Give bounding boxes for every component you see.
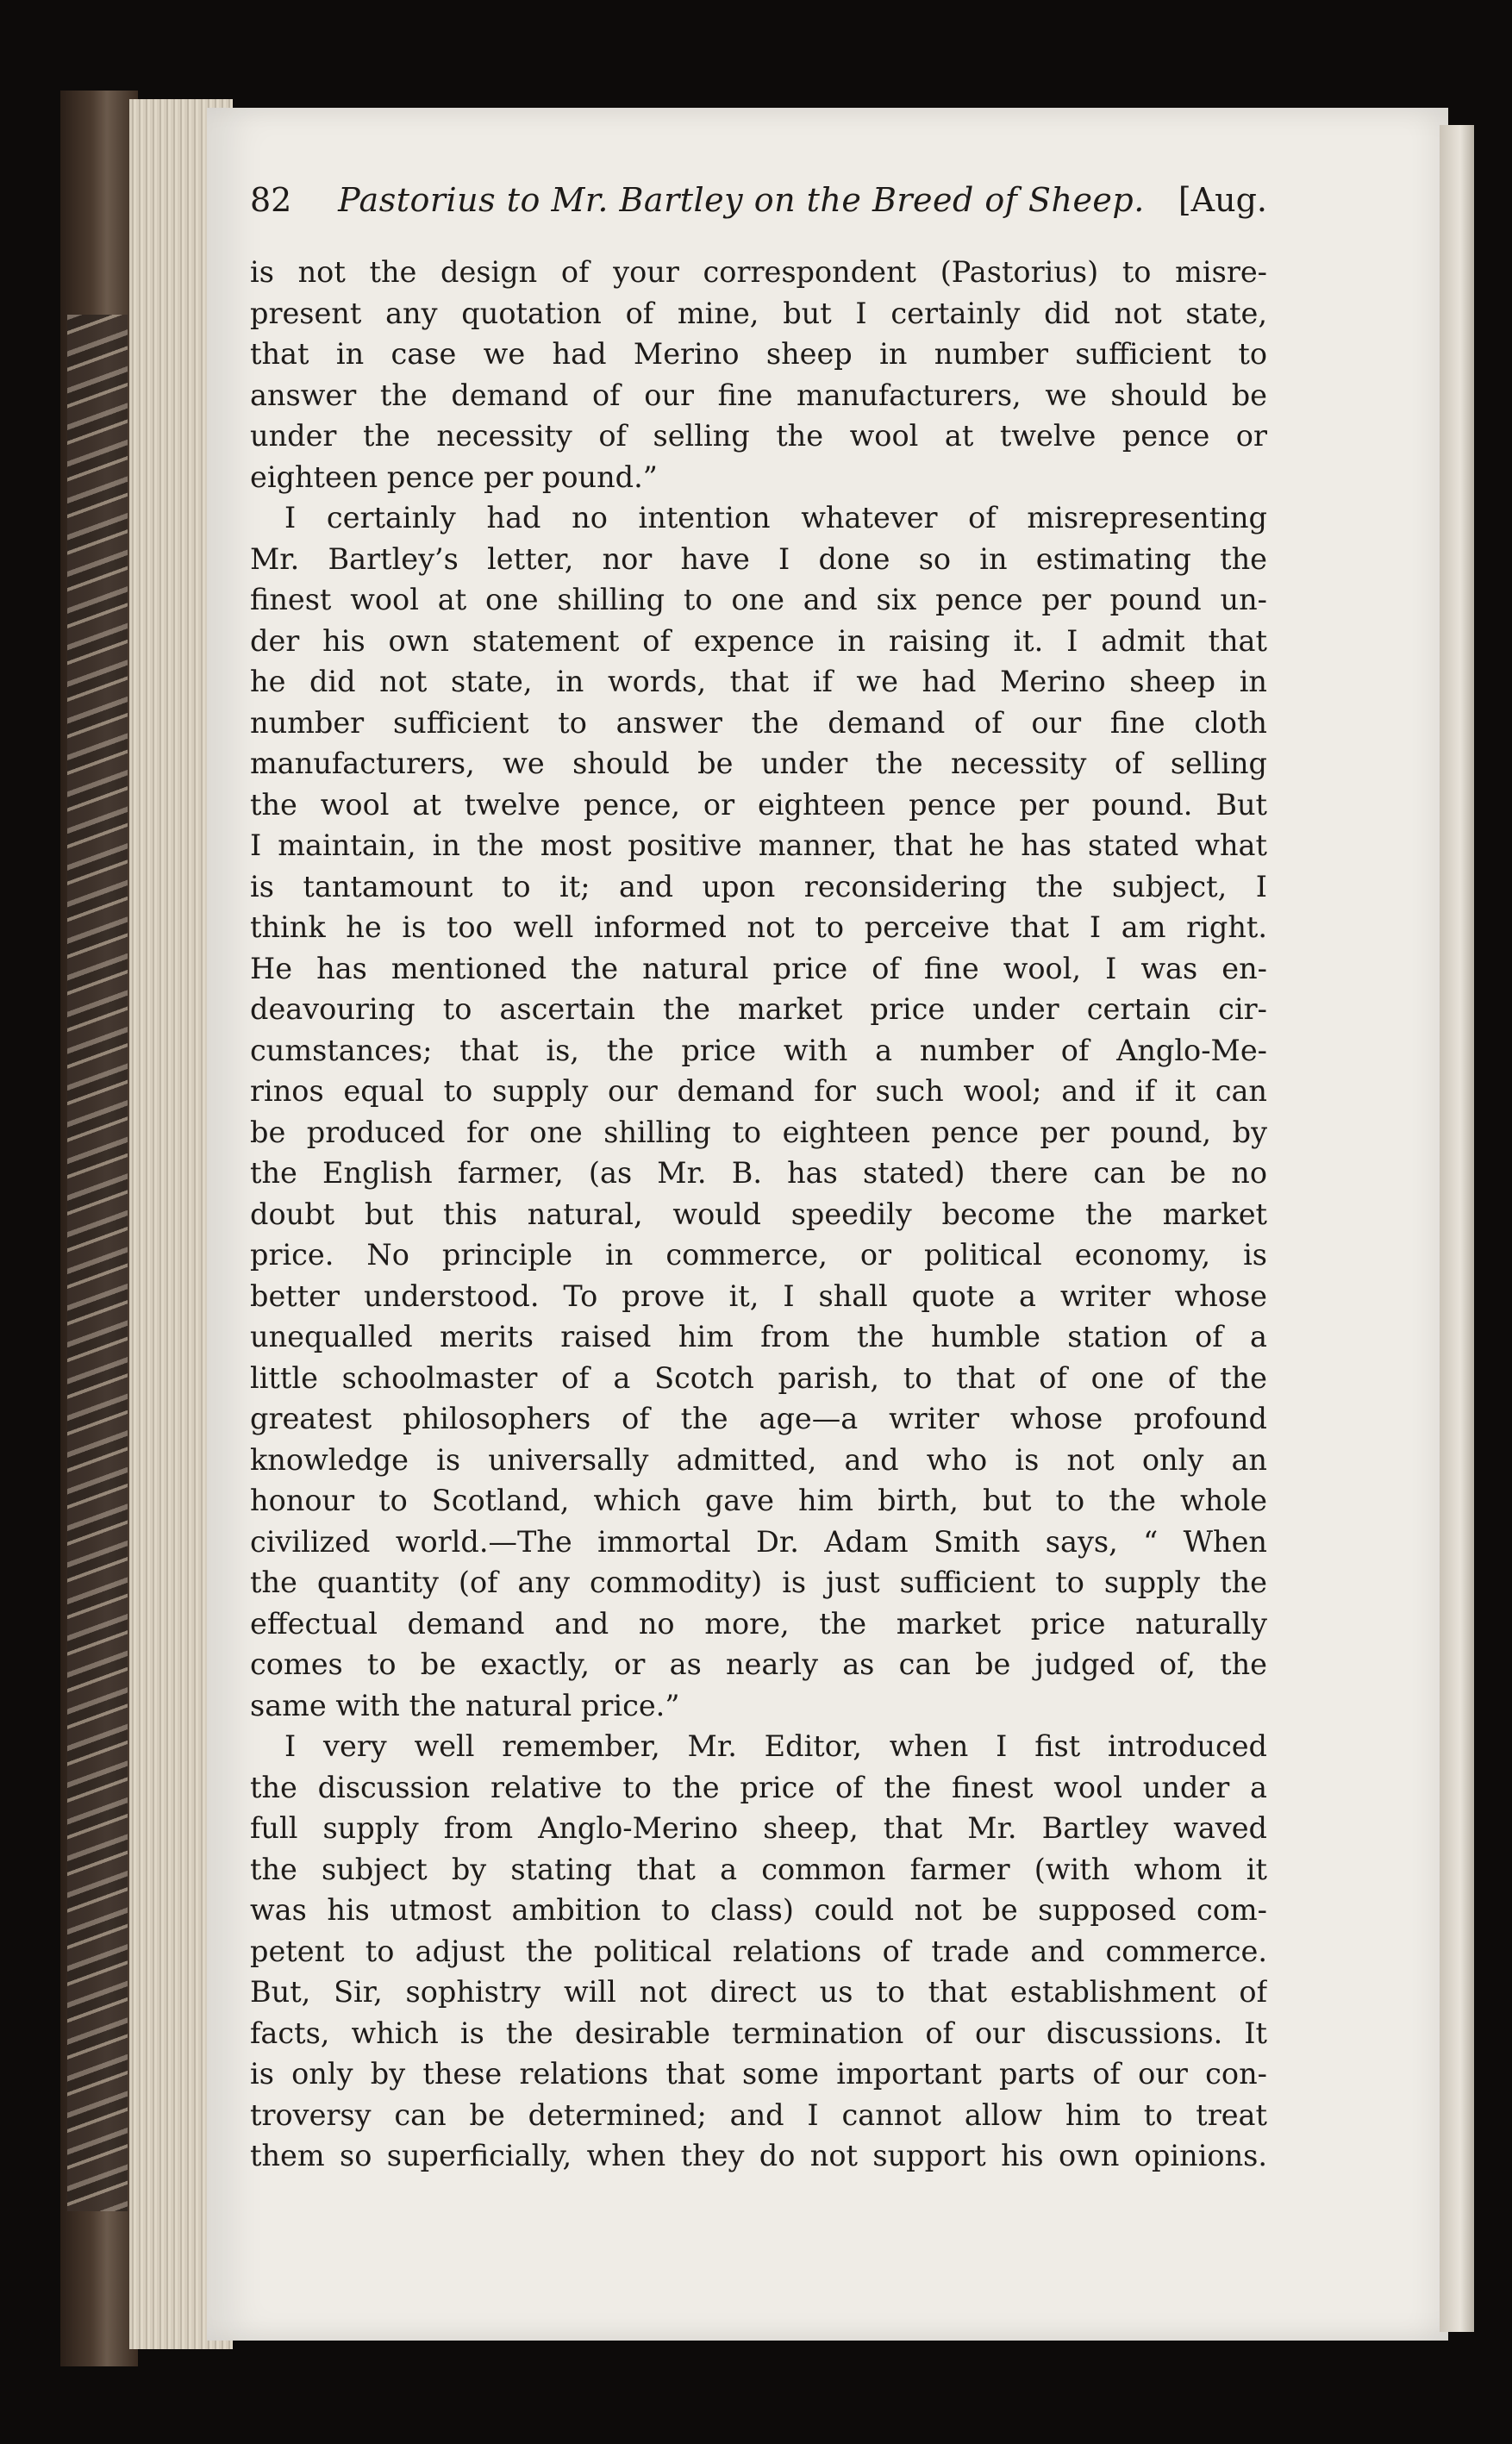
text-line: that in case we had Merino sheep in number sufficient to (250, 337, 1267, 371)
text-line: rinos equal to supply our demand for such wool; and if it can (250, 1074, 1267, 1108)
text-line: little schoolmaster of a Scotch parish, to that of one of the (250, 1360, 1267, 1395)
text-line: is not the design of your correspondent (Pastorius) to misre- (250, 255, 1267, 289)
text-line: deavouring to ascertain the market price under certain cir- (250, 992, 1267, 1026)
text-line: But, Sir, sophistry will not direct us to that establishment of (250, 1975, 1267, 2009)
text-line: be produced for one shilling to eighteen pence per pound, by (250, 1115, 1267, 1149)
text-line: think he is too well informed not to perceive that I am right. (250, 910, 1267, 944)
marbled-endpaper (67, 315, 128, 2211)
page-text-block (250, 181, 1267, 2177)
text-line: honour to Scotland, which gave him birth, but to the whole (250, 1484, 1267, 1517)
text-line: eighteen pence per pound.” (250, 459, 658, 494)
text-line: I very well remember, Mr. Editor, when I fist introduced (284, 1729, 1267, 1763)
text-line: same with the natural price.” (250, 1688, 680, 1722)
text-line: cumstances; that is, the price with a number of Anglo-Me- (250, 1033, 1267, 1067)
text-line: knowledge is universally admitted, and who is not only an (250, 1442, 1267, 1477)
text-line: effectual demand and no more, the market price naturally (250, 1606, 1267, 1641)
text-line: petent to adjust the political relations of trade and commerce. (250, 1934, 1267, 1968)
text-line: price. No principle in commerce, or political economy, is (250, 1238, 1267, 1272)
text-line: He has mentioned the natural price of fine wool, I was en- (250, 951, 1267, 985)
text-line: better understood. To prove it, I shall quote a writer whose (250, 1278, 1267, 1313)
text-line: I maintain, in the most positive manner, that he has stated what (250, 828, 1267, 862)
text-line: the wool at twelve pence, or eighteen pence per pound. But (250, 787, 1267, 822)
text-line: answer the demand of our fine manufacturers, we should be (250, 378, 1267, 412)
running-head-title: Pastorius to Mr. Bartley on the Breed of Sheep. (338, 181, 1145, 219)
text-line: facts, which is the desirable termination of our discussions. It (250, 2016, 1267, 2050)
text-line: civilized world.—The immortal Dr. Adam Smith says, “ When (250, 1524, 1267, 1559)
text-line: was his utmost ambition to class) could not be supposed com- (250, 1893, 1267, 1927)
text-line: is only by these relations that some important parts of our con- (250, 2057, 1267, 2091)
text-line: troversy can be determined; and I cannot allow him to treat (250, 2097, 1267, 2132)
body-text (250, 252, 1267, 2177)
text-line: finest wool at one shilling to one and six pence per pound un- (250, 583, 1267, 616)
text-line: the subject by stating that a common farmer (with whom it (250, 1852, 1267, 1886)
text-line: doubt but this natural, would speedily become the market (250, 1197, 1267, 1231)
text-line: manufacturers, we should be under the necessity of selling (250, 747, 1267, 780)
text-line: number sufficient to answer the demand of our fine cloth (250, 705, 1267, 740)
book-cover-board (60, 91, 138, 2366)
text-line: der his own statement of expence in raising it. I admit that (250, 623, 1267, 658)
text-line: he did not state, in words, that if we had Merino sheep in (250, 665, 1267, 698)
running-head (250, 181, 1267, 233)
text-line: full supply from Anglo-Merino sheep, that Mr. Bartley waved (250, 1811, 1267, 1845)
page-number: 82 (250, 181, 292, 219)
text-line: Mr. Bartley’s letter, nor have I done so in estimating the (250, 541, 1267, 576)
text-line: present any quotation of mine, but I certainly did not state, (250, 296, 1267, 330)
text-line: the English farmer, (as Mr. B. has stated) there can be no (250, 1156, 1267, 1190)
text-line: comes to be exactly, or as nearly as can be judged of, the (250, 1647, 1267, 1681)
text-line: the discussion relative to the price of the finest wool under a (250, 1770, 1267, 1804)
text-line: I certainly had no intention whatever of misrepresenting (284, 501, 1267, 534)
text-line: under the necessity of selling the wool at twelve pence or (250, 419, 1267, 453)
running-head-month: [Aug. (1178, 181, 1267, 219)
next-leaf-edge (1440, 125, 1474, 2332)
text-line: greatest philosophers of the age—a writer whose profound (250, 1402, 1267, 1435)
text-line: the quantity (of any commodity) is just sufficient to supply the (250, 1566, 1267, 1599)
text-line: them so superficially, when they do not support his own opinions. (250, 2139, 1267, 2172)
text-line: is tantamount to it; and upon reconsidering the subject, I (250, 869, 1267, 903)
text-line: unequalled merits raised him from the humble station of a (250, 1320, 1267, 1353)
